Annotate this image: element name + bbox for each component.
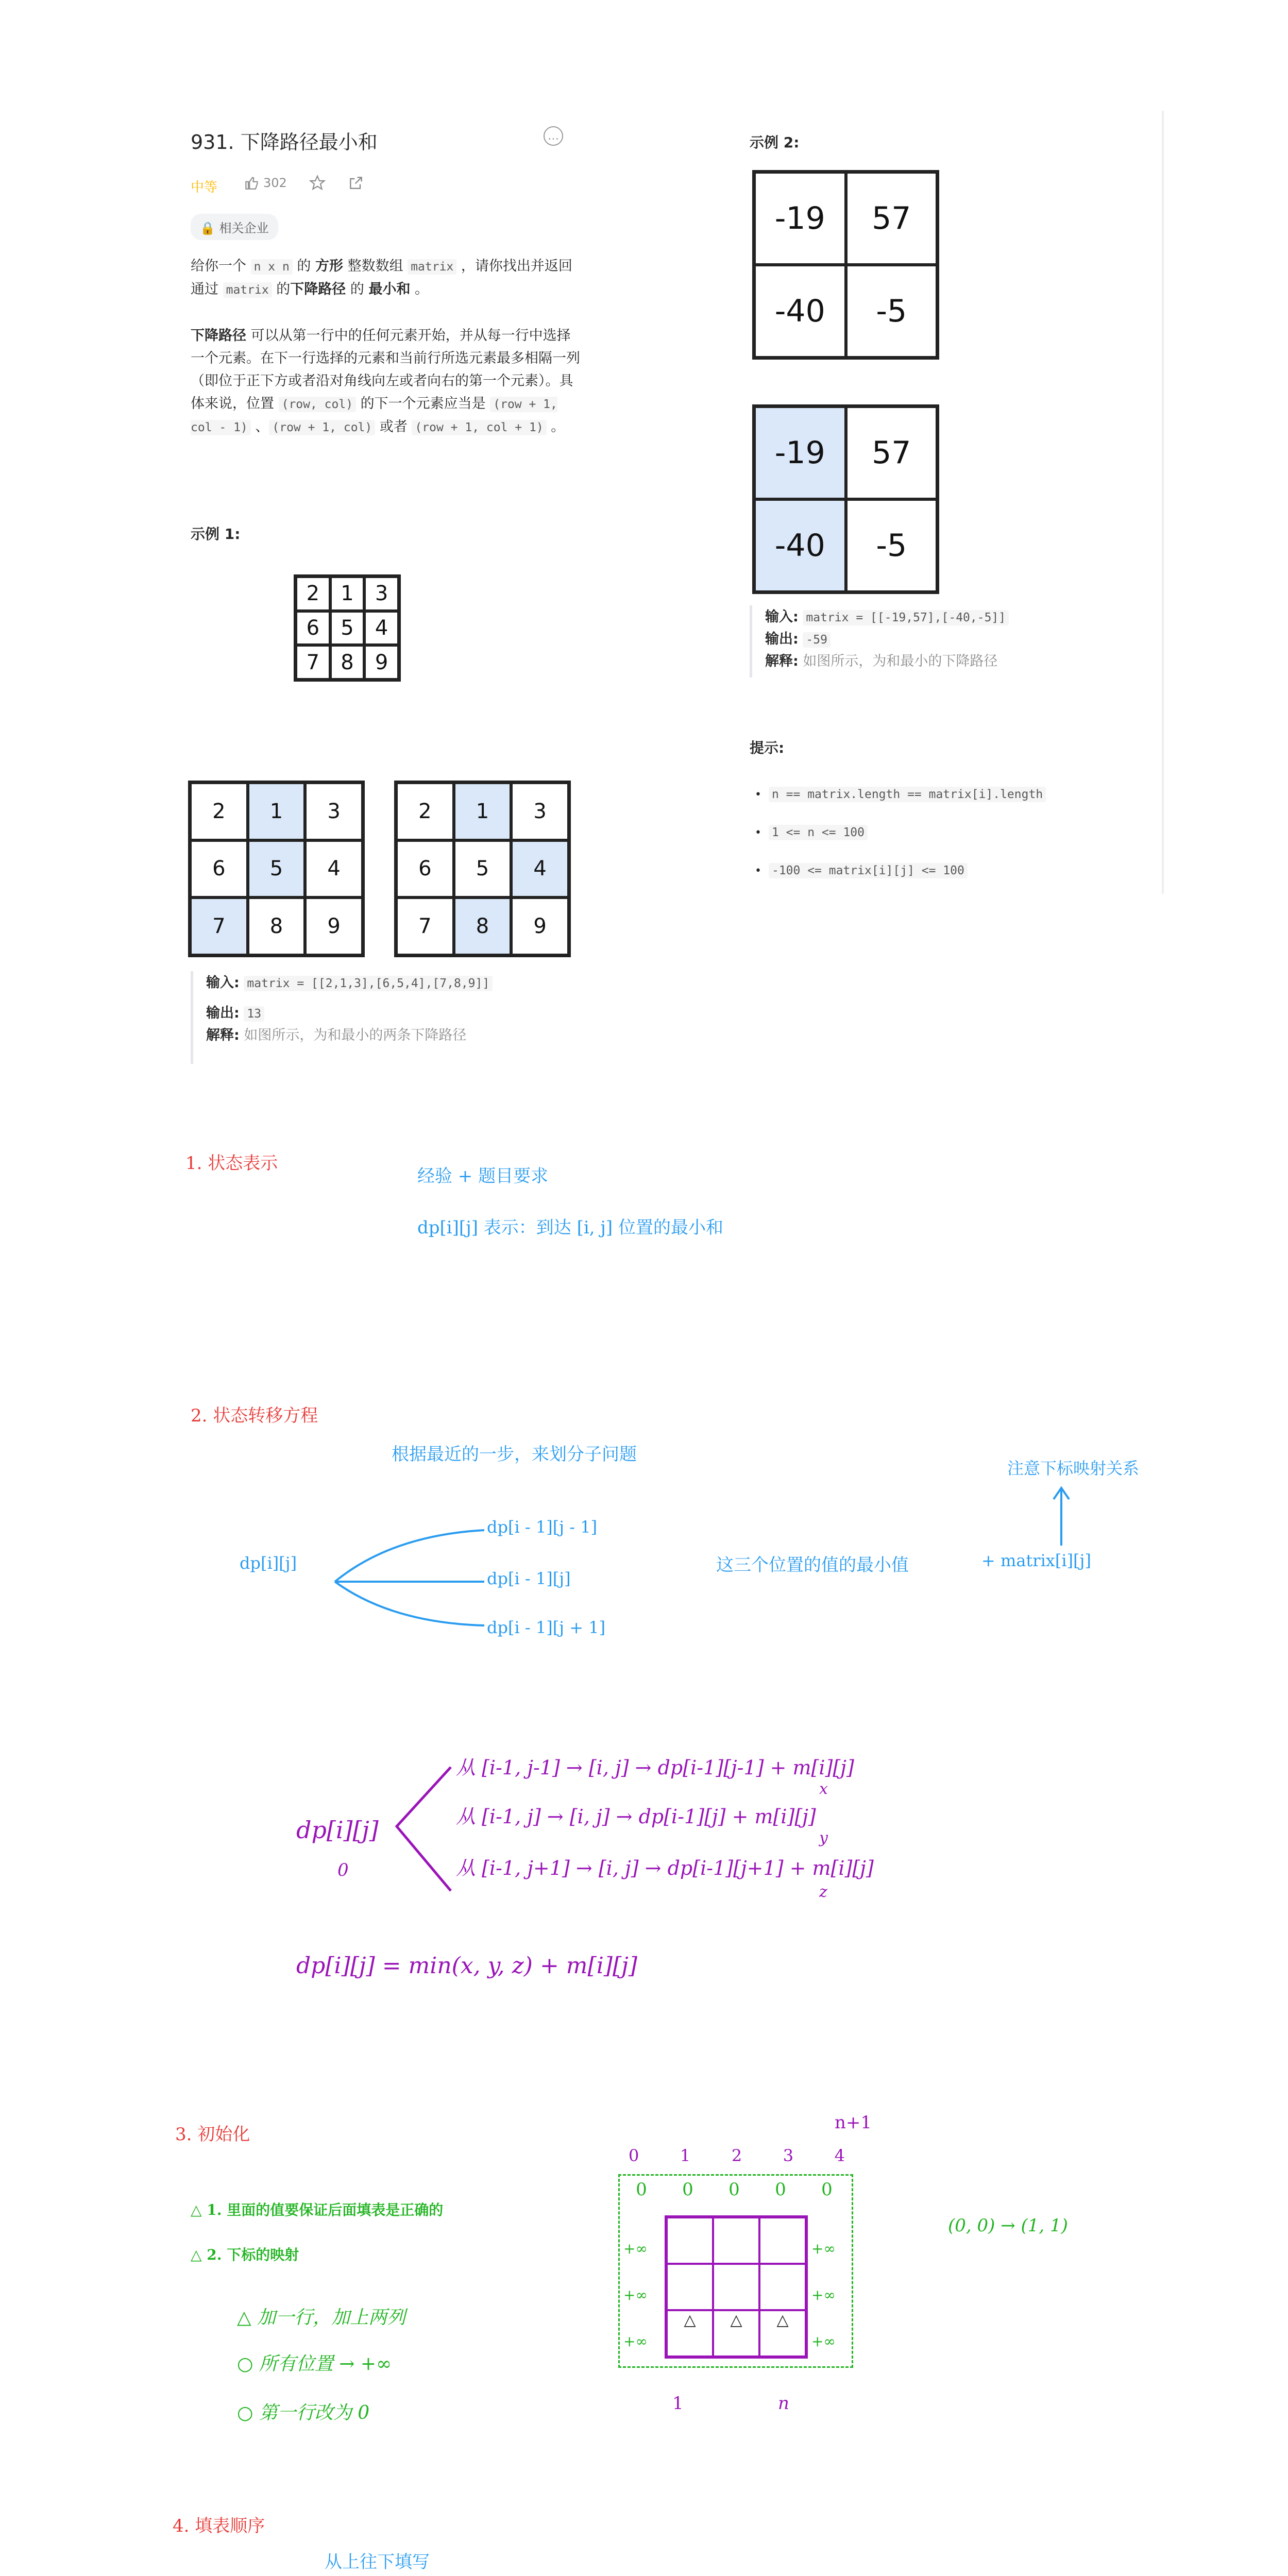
thumbs-up-icon <box>245 176 259 190</box>
handwritten-line-3: 从 [i-1, j+1] → [i, j] → dp[i-1][j+1] + m[i][j] <box>456 1857 874 1879</box>
section-3-title: 3. 初始化 <box>175 2124 250 2145</box>
mapping-note-1: (0, 0) → (1, 1) <box>948 2215 1068 2236</box>
handwritten-y: y <box>819 1829 828 1847</box>
grid-left-inf: +∞ +∞ +∞ <box>623 2240 648 2350</box>
section-1-note-b: dp[i][j] 表示：到达 [i, j] 位置的最小和 <box>417 1217 723 1238</box>
example-1-io: 输入: matrix = [[2,1,3],[6,5,4],[7,8,9]] 输出: 13 解释: 如图所示，为和最小的两条下降路径 <box>206 972 556 1046</box>
hints-heading: 提示: <box>750 739 785 756</box>
branch-2: dp[i - 1][j] <box>487 1569 571 1588</box>
section-4-title: 4. 填表顺序 <box>173 2516 265 2536</box>
hint-item: • -100 <= matrix[i][j] <= 100 <box>755 852 1046 890</box>
like-button[interactable] <box>245 176 287 190</box>
problem-examples-panel <box>724 111 1164 894</box>
grid-bottom-1: 1 <box>672 2393 684 2414</box>
section-1-note-a: 经验 + 题目要求 <box>417 1166 549 1187</box>
company-tag[interactable] <box>191 214 278 240</box>
example-2-heading: 示例 2: <box>750 134 800 151</box>
triangle-icon: △ <box>237 2307 258 2328</box>
grid-column-labels: 0 1 2 3 4 <box>629 2146 845 2165</box>
info-icon[interactable]: … <box>544 126 563 146</box>
section-4-note-a: 从上往下填写 <box>325 2552 430 2572</box>
example-1-matrix: 2 1 3 6 5 4 7 8 9 <box>294 574 401 682</box>
hints-list <box>755 775 1046 890</box>
hint-item: • 1 <= n <= 100 <box>755 814 1046 852</box>
example-1-path-b: 2 1 3 6 5 4 7 8 9 <box>394 781 571 957</box>
handwritten-line-2: 从 [i-1, j] → [i, j] → dp[i-1][j] + m[i][j] <box>456 1805 816 1828</box>
section-3-note-c: △ 加一行，加上两列 <box>237 2307 406 2328</box>
section-3-note-a: △ 1. 里面的值要保证后面填表是正确的 <box>191 2201 444 2218</box>
section-3-note-e: ○ 第一行改为 0 <box>237 2402 370 2424</box>
grid-top-label: n+1 <box>835 2112 872 2133</box>
grid-inner: △ △ △ <box>665 2215 808 2359</box>
handwritten-dp: dp[i][j] <box>296 1816 379 1844</box>
company-tag-label: 相关企业 <box>219 221 269 235</box>
handwritten-brace <box>389 1762 456 1896</box>
share-icon[interactable] <box>348 175 364 191</box>
arrow-up-icon <box>1046 1484 1077 1551</box>
grid-row-0: 0 0 0 0 0 <box>636 2179 833 2200</box>
section-3-note-d: ○ 所有位置 → +∞ <box>237 2353 392 2375</box>
section-1-title: 1. 状态表示 <box>185 1153 278 1174</box>
problem-title: 931. 下降路径最小和 <box>191 131 378 154</box>
handwritten-zero: 0 <box>337 1860 349 1880</box>
section-2-min-note: 这三个位置的值的最小值 <box>716 1555 909 1575</box>
lock-icon: 🔒 <box>200 221 215 235</box>
description-p1: 给你一个 n x n 的 方形 整数数组 matrix ，请你找出并返回通过 matrix 的下降路径 的 最小和 。 <box>191 258 572 297</box>
like-count: 302 <box>263 176 287 190</box>
section-3-note-b: △ 2. 下标的映射 <box>191 2246 299 2263</box>
branch-1: dp[i - 1][j - 1] <box>487 1517 598 1537</box>
problem-description-panel <box>183 111 605 1079</box>
example-1-path-a: 2 1 3 6 5 4 7 8 9 <box>188 781 365 957</box>
grid-right-inf: +∞ +∞ +∞ <box>811 2240 836 2350</box>
description-p2: 下降路径 可以从第一行中的任何元素开始，并从每一行中选择一个元素。在下一行选择的元素和当前行所选元素最多相隔一列（即位于正下方或者沿对角线向左或者向右的第一个元素）。具体来说，位置 (row, col) 的下一个元素应当是 (row + 1, col - 1) 、 (row + 1, col) 或者 (row + 1, col + 1) 。 <box>191 328 580 435</box>
branch-lines <box>330 1525 495 1628</box>
section-2-dp: dp[i][j] <box>240 1553 297 1573</box>
section-2-mapping-note: 注意下标映射关系 <box>1007 1459 1140 1478</box>
section-2-note-a: 根据最近的一步，来划分子问题 <box>392 1444 637 1465</box>
triangle-icon: △ <box>191 2246 207 2263</box>
branch-3: dp[i - 1][j + 1] <box>487 1618 606 1637</box>
handwritten-x: x <box>819 1780 828 1798</box>
handwritten-line-1: 从 [i-1, j-1] → [i, j] → dp[i-1][j-1] + m[i][j] <box>456 1756 854 1779</box>
circle-icon: ○ <box>237 2353 259 2375</box>
example-2-path: -19 57 -40 -5 <box>752 404 939 594</box>
star-icon[interactable] <box>309 175 326 191</box>
triangle-icon: △ <box>191 2201 207 2218</box>
circle-icon: ○ <box>237 2402 259 2424</box>
section-2-plus-note: + matrix[i][j] <box>981 1551 1091 1570</box>
difficulty-badge: 中等 <box>191 180 218 195</box>
example-2-io: 输入: matrix = [[-19,57],[-40,-5]] 输出: -59 解释: 如图所示，为和最小的下降路径 <box>765 606 1136 672</box>
section-2-title: 2. 状态转移方程 <box>191 1405 318 1426</box>
example-1-heading: 示例 1: <box>191 526 241 543</box>
grid-bottom-n: n <box>778 2393 789 2414</box>
hint-item: • n == matrix.length == matrix[i].length <box>755 775 1046 814</box>
handwritten-z: z <box>819 1883 827 1901</box>
handwritten-equation: dp[i][j] = min(x, y, z) + m[i][j] <box>296 1953 637 1979</box>
init-grid-sketch <box>603 2112 891 2432</box>
example-2-matrix: -19 57 -40 -5 <box>752 170 939 360</box>
